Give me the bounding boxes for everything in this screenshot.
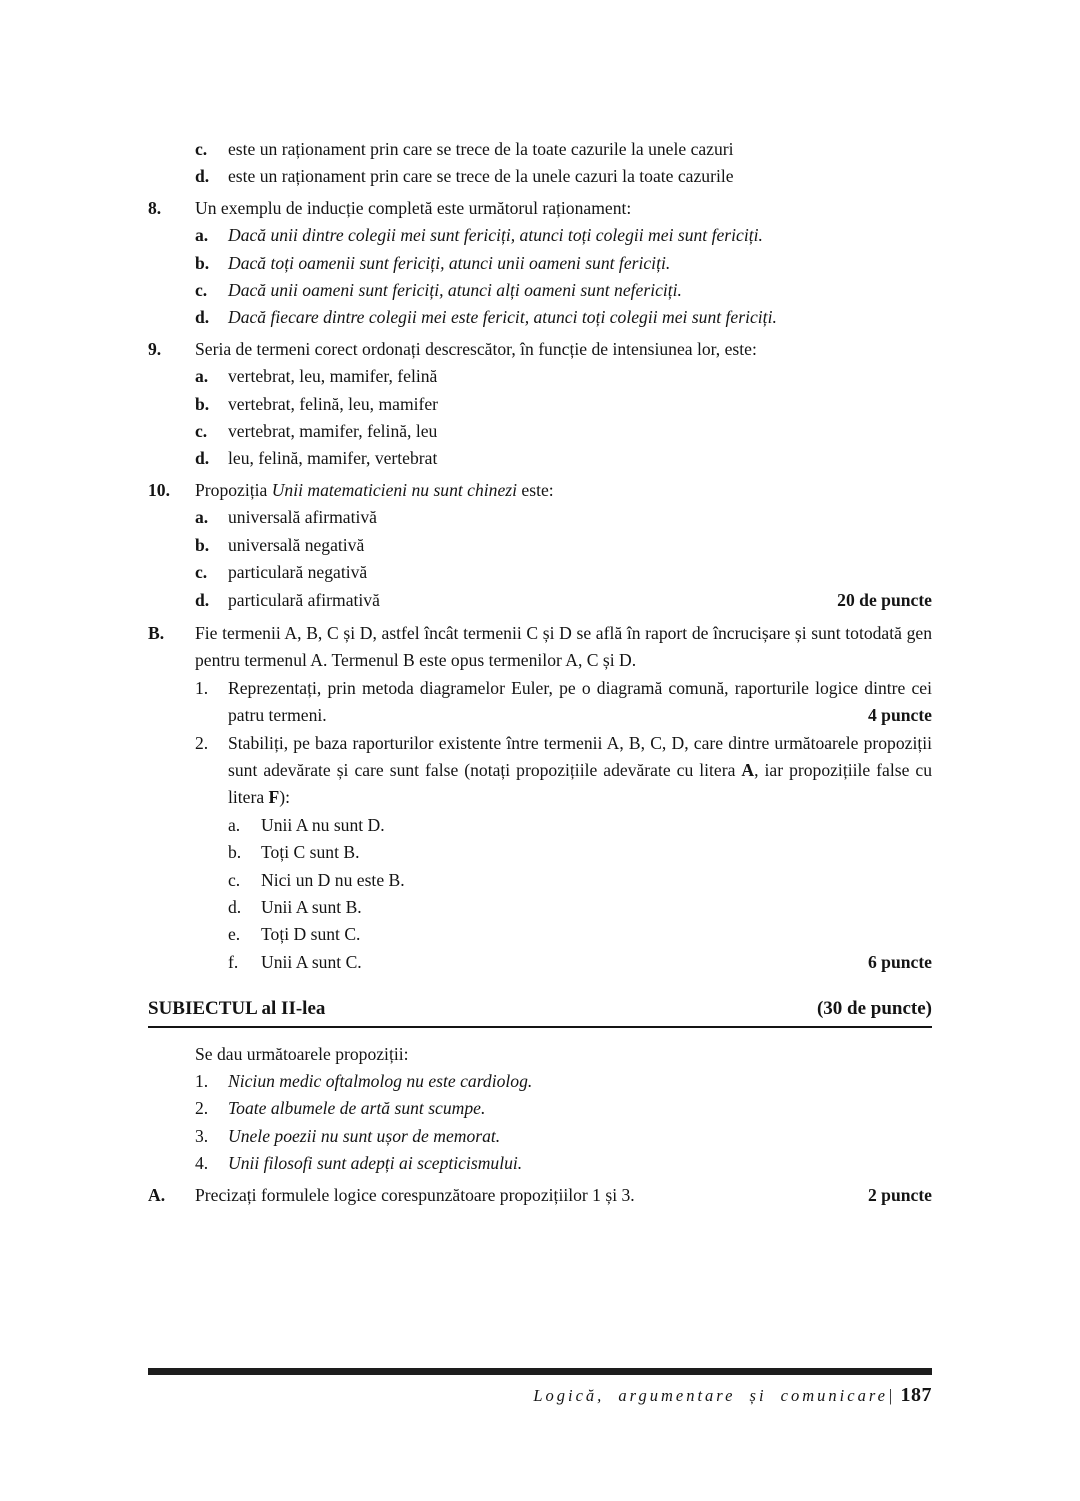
section-heading-title: SUBIECTUL al II-lea: [148, 998, 326, 1020]
option-row-8c: [148, 277, 932, 304]
proposition-number: 3.: [195, 1125, 209, 1146]
option-row-10a: [148, 504, 932, 531]
option-label: d.: [195, 589, 210, 610]
option-row-10b: [148, 532, 932, 559]
task-text-with-points: [228, 675, 932, 730]
part-intro: Fie termenii A, B, C și D, astfel încât termenii C și D se află în raport de încrucișare și sunt totodată gen pentru termenul A. Termenul B este opus termenilor A, C și D.: [195, 622, 932, 671]
letter-f-bold: F: [268, 787, 280, 808]
option-row-9c: [148, 418, 932, 445]
part-b: [148, 620, 932, 675]
subitem-text: Unii A sunt C.: [261, 951, 362, 972]
task-b2: [148, 730, 932, 812]
option-label: c.: [195, 421, 208, 442]
option-label: b.: [195, 393, 210, 414]
question-stem: Un exemplu de inducție completă este următorul raționament:: [195, 197, 632, 218]
option-label: a.: [195, 366, 209, 387]
proposition-number: 1.: [195, 1071, 209, 1091]
option-row-8a: [148, 222, 932, 249]
stem-italic: Unii matematicieni nu sunt chinezi: [271, 479, 518, 500]
option-label: d.: [195, 448, 210, 469]
option-text: este un raționament prin care se trece de la unele cazuri la toate cazurile: [228, 166, 734, 187]
option-label: c.: [195, 562, 208, 583]
subitem-label: d.: [228, 896, 242, 917]
subitem-text: Unii A sunt B.: [261, 896, 362, 917]
proposition-row-2: [148, 1095, 932, 1122]
option-row-top-c: [148, 136, 932, 163]
subitem-label: a.: [228, 814, 241, 835]
question-number: 9.: [148, 338, 162, 359]
footer-book-title: Logică, argumentare și comunicare: [533, 1386, 888, 1405]
proposition-number: 4.: [195, 1153, 209, 1174]
task-number: 1.: [195, 677, 209, 698]
question-number: 8.: [148, 197, 162, 218]
option-row-10d: [148, 587, 932, 614]
task-number: 2.: [195, 732, 209, 753]
option-label: d.: [195, 166, 210, 187]
subitem-row-d: [148, 894, 932, 921]
option-row-9a: [148, 363, 932, 390]
option-text-with-points: [228, 587, 932, 614]
proposition-text: Unele poezii nu sunt ușor de memorat.: [228, 1125, 501, 1146]
task-text-part3: ):: [279, 787, 291, 808]
option-text: Dacă unii dintre colegii mei sunt fericiți, atunci toți colegii mei sunt fericiți.: [228, 225, 763, 246]
proposition-row-4: [148, 1150, 932, 1177]
option-text: particulară negativă: [228, 562, 368, 583]
footer: [148, 1384, 932, 1407]
proposition-row-1: [148, 1068, 932, 1095]
points-label: 20 de puncte: [837, 589, 932, 610]
question-10: [148, 477, 932, 504]
subitem-row-c: [148, 867, 932, 894]
option-row-9d: [148, 445, 932, 472]
points-label: 6 puncte: [867, 951, 932, 972]
stem-suffix: este:: [517, 479, 554, 500]
question-8: [148, 195, 932, 222]
subitem-row-f: [148, 949, 932, 976]
footer-rule: [148, 1368, 932, 1375]
task-b1: [148, 675, 932, 730]
task-a-text-with-points: [195, 1182, 932, 1209]
option-label: a.: [195, 507, 209, 528]
option-text: vertebrat, leu, mamifer, felină: [228, 366, 438, 387]
option-text: Dacă toți oamenii sunt fericiți, atunci unii oameni sunt fericiți.: [228, 252, 671, 273]
option-row-8d: [148, 304, 932, 331]
task-a-label: A.: [148, 1184, 166, 1205]
section-heading-points: (30 de puncte): [816, 998, 932, 1020]
section-heading-subject2: [148, 995, 932, 1027]
proposition-number: 2.: [195, 1098, 209, 1119]
option-row-top-d: [148, 163, 932, 190]
task-a-row: [148, 1182, 932, 1209]
task-text: Reprezentați, prin metoda diagramelor Euler, pe o diagramă comună, raporturile logice dintre cei patru termeni.: [228, 677, 932, 726]
letter-a-bold: A: [741, 759, 755, 780]
option-label: b.: [195, 534, 210, 555]
part-label: B.: [148, 622, 165, 643]
option-row-8b: [148, 250, 932, 277]
option-label: d.: [195, 307, 210, 328]
question-number: 10.: [148, 479, 170, 500]
task-text-part2: , iar propozițiile false cu litera: [228, 759, 932, 808]
question-9: [148, 336, 932, 363]
stem-prefix: Propoziția: [195, 479, 272, 500]
subject2-intro-row: [148, 1041, 932, 1068]
option-label: b.: [195, 252, 210, 273]
page-number: 187: [900, 1384, 932, 1406]
option-text: Dacă fiecare dintre colegii mei este fericit, atunci toți colegii mei sunt fericiți.: [228, 307, 777, 328]
option-label: c.: [195, 280, 208, 301]
option-label: a.: [195, 225, 209, 246]
subitem-text: Toți D sunt C.: [261, 924, 361, 945]
page-content: [148, 136, 932, 1209]
proposition-row-3: [148, 1123, 932, 1150]
option-text: vertebrat, mamifer, felină, leu: [228, 421, 438, 442]
question-stem: Seria de termeni corect ordonați descrescător, în funcție de intensiunea lor, este:: [195, 338, 757, 359]
subitem-label: c.: [228, 869, 241, 890]
subitem-row-e: [148, 921, 932, 948]
proposition-text: Toate albumele de artă sunt scumpe.: [228, 1098, 486, 1119]
subitem-text: Toți C sunt B.: [261, 842, 360, 863]
option-text: particulară afirmativă: [228, 589, 380, 610]
subitem-text: Unii A nu sunt D.: [261, 814, 385, 835]
points-label: 4 puncte: [867, 705, 932, 726]
points-label: 2 puncte: [867, 1184, 932, 1205]
option-label: c.: [195, 139, 208, 159]
task-text: [228, 730, 932, 812]
proposition-text: Unii filosofi sunt adepți ai scepticismului.: [228, 1153, 523, 1174]
option-text: este un raționament prin care se trece de la toate cazurile la unele cazuri: [228, 139, 734, 159]
subitem-row-a: [148, 812, 932, 839]
subitem-label: b.: [228, 842, 242, 863]
subitem-label: e.: [228, 924, 241, 945]
task-text-part1: Stabiliți, pe baza raporturilor existente între termenii A, B, C, D, care dintre următoarele propoziții sunt adevărate și care sunt false (notați propozițiile adevărate cu litera: [228, 732, 932, 780]
subitem-row-b: [148, 839, 932, 866]
subitem-text: Nici un D nu este B.: [261, 869, 405, 890]
footer-separator: |: [887, 1386, 893, 1405]
option-row-9b: [148, 391, 932, 418]
option-row-10c: [148, 559, 932, 586]
question-stem: [195, 477, 932, 504]
subitem-text-with-points: [261, 949, 932, 976]
subitem-label: f.: [228, 951, 239, 972]
option-text: universală afirmativă: [228, 507, 377, 528]
option-text: Dacă unii oameni sunt fericiți, atunci alți oameni sunt nefericiți.: [228, 280, 682, 301]
option-text: leu, felină, mamifer, vertebrat: [228, 448, 438, 469]
option-text: vertebrat, felină, leu, mamifer: [228, 393, 439, 414]
proposition-text: Niciun medic oftalmolog nu este cardiolog.: [228, 1071, 533, 1091]
subject2-intro: Se dau următoarele propoziții:: [195, 1043, 409, 1064]
option-text: universală negativă: [228, 534, 365, 555]
task-a-text: Precizați formulele logice corespunzătoare propozițiilor 1 și 3.: [195, 1184, 635, 1205]
